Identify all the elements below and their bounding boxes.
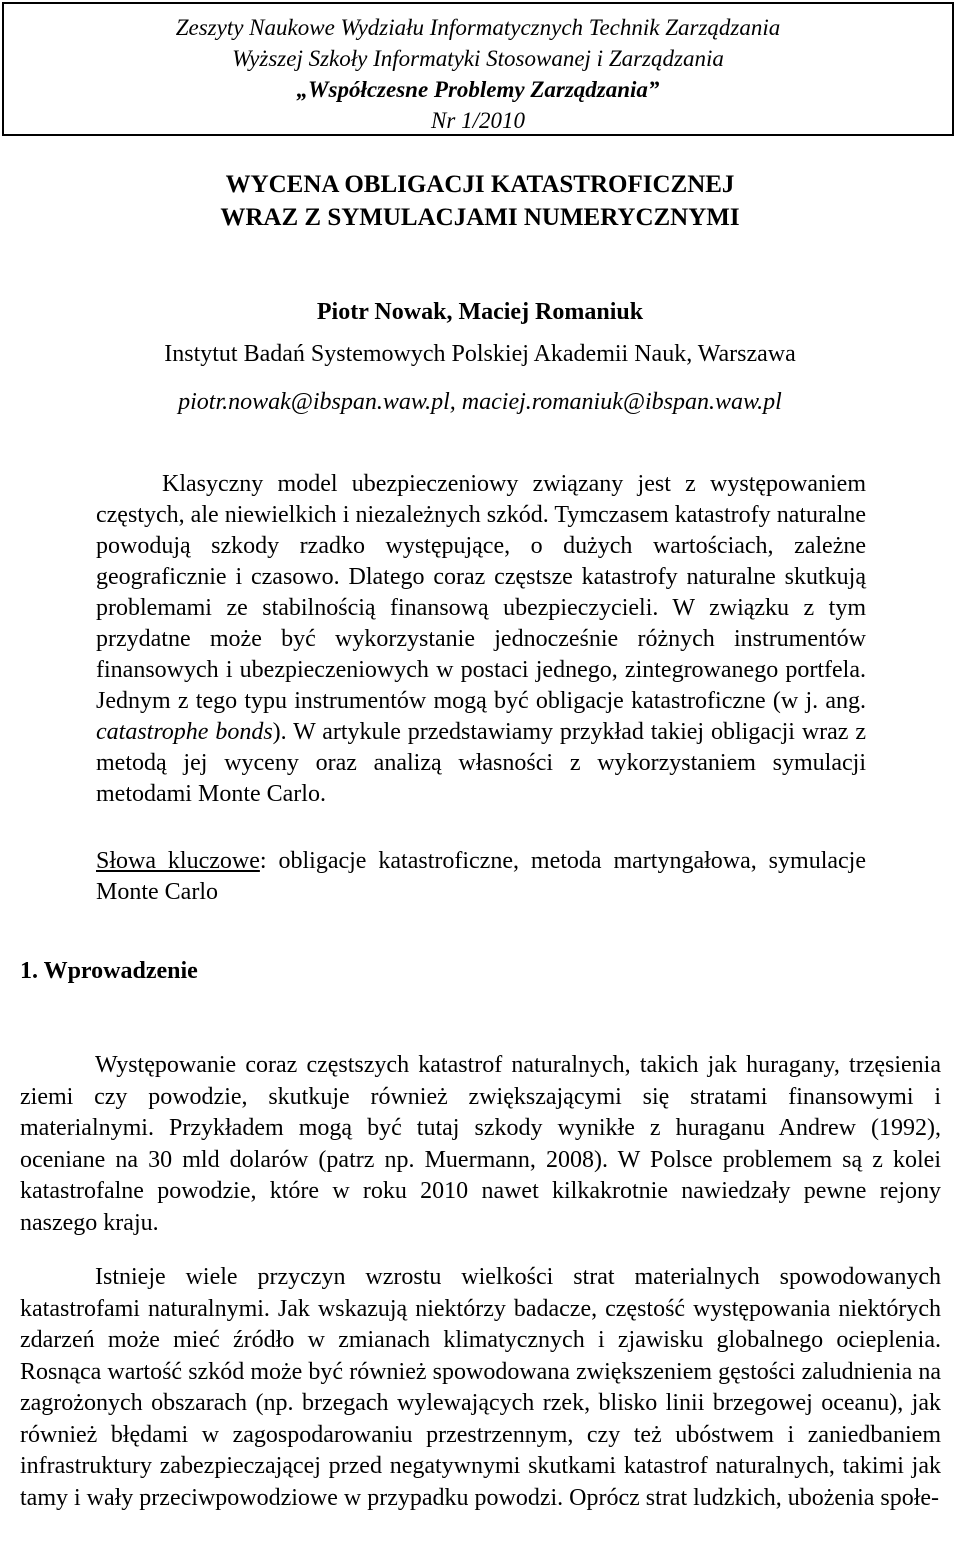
journal-header-box xyxy=(2,2,954,136)
abstract-italic-term: catastrophe bonds xyxy=(96,719,273,745)
paper-title xyxy=(0,168,960,234)
abstract xyxy=(96,469,866,810)
journal-name-line1: Zeszyty Naukowe Wydziału Informatycznych Technik Zarządzania xyxy=(175,15,781,40)
paper-authors: Piotr Nowak, Maciej Romaniuk xyxy=(316,299,644,325)
paper-affiliation: Instytut Badań Systemowych Polskiej Akademii Nauk, Warszawa xyxy=(164,341,796,367)
author-emails: piotr.nowak@ibspan.waw.pl, maciej.romaniuk@ibspan.waw.pl xyxy=(178,389,782,415)
body-paragraph-2: Istnieje wiele przyczyn wzrostu wielkości strat materialnych spowodowanych katastrofami naturalnymi. Jak wskazują niektórzy badacze, częstość występowania niektórych zdarzeń może mieć źródło w zmianach klimatycznych i zjawisku globalnego ocieplenia. Rosnąca wartość szkód może być również spowodowana zwiększeniem gęstości zaludnienia na zagrożonych obszarach (np. brzegach wylewających rzek, blisko linii brzegowej oceanu), jak również błędami w zagospodarowaniu przestrzennym, czy też ubóstwem i zaniedbaniem infrastruktury zabezpieczającej przed negatywnymi skutkami katastrof naturalnych, takimi jak tamy i wały przeciwpowodziowe w przypadku powodzi. Oprócz strat ludzkich, ubożenia społe- xyxy=(20,1264,941,1511)
section-heading-introduction: 1. Wprowadzenie xyxy=(20,958,198,984)
journal-issue-number: Nr 1/2010 xyxy=(431,108,525,133)
abstract-text-part1: Klasyczny model ubezpieczeniowy związany jest z występowaniem częstych, ale niewielkich i niezależnych szkód. Tymczasem katastrofy naturalne powodują szkody rzadko występujące, o dużych wartościach, zależne geograficznie i czasowo. Dlatego coraz częstsze katastrofy naturalne skutkują problemami ze stabilnością finansową ubezpieczycieli. W związku z tym przydatne może być wykorzystanie jednocześnie różnych instrumentów finansowych i ubezpieczeniowych w postaci jednego, zintegrowanego portfela. Jednym z tego typu instrumentów mogą być obligacje katastroficzne (w j. ang. xyxy=(96,471,866,714)
abstract-text-part2: ). W artykule przedstawiamy przykład takiej obligacji wraz z metodą jej wyceny oraz analizą własności z wykorzystaniem symulacji metodami Monte Carlo. xyxy=(96,719,867,807)
paper-title-line1: WYCENA OBLIGACJI KATASTROFICZNEJ xyxy=(225,171,735,198)
paper-title-line2: WRAZ Z SYMULACJAMI NUMERYCZNYMI xyxy=(220,204,740,231)
keywords-label: Słowa kluczowe xyxy=(96,848,260,874)
body-paragraph-1: Występowanie coraz częstszych katastrof naturalnych, takich jak huragany, trzęsienia ziemi czy powodzie, skutkuje również zwiększającymi się stratami finansowymi i materialnymi. Przykładem mogą być tutaj szkody wynikłe z huraganu Andrew (1992), oceniane na 30 mld dolarów (patrz np. Muermann, 2008). W Polsce problemem są z kolei katastrofalne powodzie, które w roku 2010 nawet kilkakrotnie nawiedzały pewne rejony naszego kraju. xyxy=(20,1052,941,1236)
keywords-text: : obligacje katastroficzne, metoda martyngałowa, symulacje Monte Carlo xyxy=(96,848,866,905)
journal-name-line2: Wyższej Szkoły Informatyki Stosowanej i Zarządzania xyxy=(232,46,724,71)
keywords xyxy=(96,846,866,908)
journal-series-title: „Współczesne Problemy Zarządzania” xyxy=(296,77,660,102)
